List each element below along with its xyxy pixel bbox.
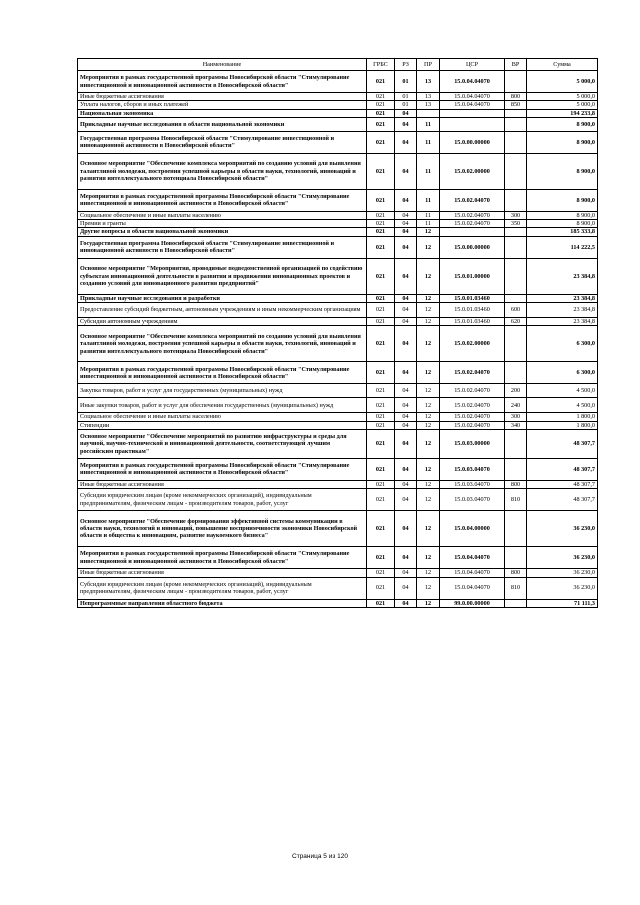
row-csr: 15.0.04.04070 xyxy=(440,547,505,569)
table-row xyxy=(78,131,598,153)
row-csr: 15.0.04.04070 xyxy=(440,71,505,93)
row-rz: 01 xyxy=(395,71,417,93)
row-pr: 12 xyxy=(417,429,440,458)
row-rz: 04 xyxy=(395,547,417,569)
row-sum: 194 233,8 xyxy=(527,109,598,117)
row-grbs: 021 xyxy=(367,511,395,547)
row-name: Основное мероприятие "Мероприятия, проводимые подведомственной организацией по содействию субъектам инновационной деятельности в развитии и продвижении инновационных проектов и созданию условий для инновационного развития предприятий" xyxy=(78,258,367,294)
row-vr: 240 xyxy=(505,398,527,413)
row-name: Другие вопросы в области национальной экономики xyxy=(78,228,367,236)
row-name: Стипендии xyxy=(78,421,367,429)
table-row xyxy=(78,384,598,398)
row-grbs: 021 xyxy=(367,599,395,607)
row-name: Государственная программа Новосибирской области "Стимулирование инвестиционной и инновационной активности в Новосибирской области" xyxy=(78,131,367,153)
row-pr: 11 xyxy=(417,117,440,131)
row-rz: 04 xyxy=(395,189,417,211)
row-rz: 04 xyxy=(395,511,417,547)
row-csr: 15.0.02.04070 xyxy=(440,398,505,413)
row-pr: 12 xyxy=(417,362,440,384)
table-row xyxy=(78,599,598,607)
row-rz: 04 xyxy=(395,489,417,511)
row-sum: 36 230,0 xyxy=(527,569,598,577)
row-pr: 11 xyxy=(417,153,440,189)
row-name: Основное мероприятие "Обеспечение комплекса мероприятий по созданию условий для выявления талантливой молодежи, построения успешной карьеры в области науки, технологий, инноваций и развития интеллектуального потенциала Новосибирской области" xyxy=(78,153,367,189)
row-csr: 15.0.04.04070 xyxy=(440,101,505,109)
table-row xyxy=(78,258,598,294)
row-pr: 13 xyxy=(417,101,440,109)
header-vr: ВР xyxy=(505,59,527,71)
row-name: Основное мероприятие "Обеспечение комплекса мероприятий по созданию условий для выявления талантливой молодежи, построения успешной карьеры в области науки, технологий, инноваций и развития интеллектуального потенциала Новосибирской области" xyxy=(78,326,367,362)
row-name: Мероприятия в рамках государственной программы Новосибирской области "Стимулирование инвестиционной и инновационной активности в Новосибирской области" xyxy=(78,189,367,211)
row-sum: 185 333,8 xyxy=(527,228,598,236)
table-row xyxy=(78,326,598,362)
row-grbs: 021 xyxy=(367,71,395,93)
row-pr: 11 xyxy=(417,211,440,219)
table-row xyxy=(78,236,598,258)
row-name: Иные бюджетные ассигнования xyxy=(78,480,367,488)
row-name: Уплата налогов, сборов и иных платежей xyxy=(78,101,367,109)
row-name: Социальное обеспечение и иные выплаты населению xyxy=(78,413,367,421)
row-sum: 4 500,0 xyxy=(527,384,598,398)
row-pr: 12 xyxy=(417,303,440,318)
row-pr: 12 xyxy=(417,421,440,429)
row-csr: 15.0.01.03460 xyxy=(440,303,505,318)
row-rz: 04 xyxy=(395,384,417,398)
row-csr: 15.0.04.04070 xyxy=(440,93,505,101)
row-rz: 04 xyxy=(395,131,417,153)
row-vr xyxy=(505,326,527,362)
table-row xyxy=(78,489,598,511)
row-pr: 12 xyxy=(417,258,440,294)
row-name: Субсидии юридическим лицам (кроме некоммерческих организаций), индивидуальным предпринимателям, физическим лицам - производителям товаров, работ, услуг xyxy=(78,489,367,511)
row-csr xyxy=(440,117,505,131)
row-csr: 15.0.03.04070 xyxy=(440,489,505,511)
page-number: Страница 5 из 120 xyxy=(292,853,348,860)
row-csr: 15.0.02.04070 xyxy=(440,362,505,384)
header-rz: РЗ xyxy=(395,59,417,71)
row-name: Прикладные научные исследования и разработки xyxy=(78,294,367,302)
row-grbs: 021 xyxy=(367,236,395,258)
row-csr: 15.0.02.04070 xyxy=(440,384,505,398)
row-rz: 04 xyxy=(395,258,417,294)
row-name: Субсидии автономным учреждениям xyxy=(78,318,367,326)
table-row xyxy=(78,318,598,326)
row-rz: 04 xyxy=(395,153,417,189)
row-grbs: 021 xyxy=(367,303,395,318)
row-sum: 36 230,0 xyxy=(527,577,598,599)
row-csr: 15.0.02.04070 xyxy=(440,220,505,228)
row-vr xyxy=(505,458,527,480)
row-grbs: 021 xyxy=(367,109,395,117)
row-grbs: 021 xyxy=(367,189,395,211)
row-grbs: 021 xyxy=(367,318,395,326)
row-pr: 12 xyxy=(417,294,440,302)
row-vr: 810 xyxy=(505,489,527,511)
table-row xyxy=(78,117,598,131)
row-pr: 12 xyxy=(417,413,440,421)
row-name: Основное мероприятие "Обеспечение мероприятий по развитию инфраструктуры и среды для научной, научно-технической и инновационной деятельности, соответствующей лучшим российским практикам" xyxy=(78,429,367,458)
row-name: Премии и гранты xyxy=(78,220,367,228)
row-name: Прикладные научные исследования в области национальной экономики xyxy=(78,117,367,131)
row-name: Основное мероприятие "Обеспечение формирования эффективной системы коммуникации в области науки, технологий и инноваций, повышение восприимчивости экономики Новосибирской области и общества к инновациям, развитие наукоемкого бизнеса" xyxy=(78,511,367,547)
row-sum: 36 230,0 xyxy=(527,511,598,547)
row-grbs: 021 xyxy=(367,577,395,599)
row-pr: 11 xyxy=(417,220,440,228)
row-sum: 8 900,0 xyxy=(527,211,598,219)
row-pr xyxy=(417,109,440,117)
row-vr: 340 xyxy=(505,421,527,429)
row-grbs: 021 xyxy=(367,101,395,109)
row-grbs: 021 xyxy=(367,117,395,131)
row-rz: 01 xyxy=(395,101,417,109)
row-csr: 15.0.04.04070 xyxy=(440,569,505,577)
row-csr: 15.0.02.04070 xyxy=(440,211,505,219)
row-rz: 04 xyxy=(395,421,417,429)
header-grbs: ГРБС xyxy=(367,59,395,71)
row-csr: 15.0.02.00000 xyxy=(440,326,505,362)
budget-table xyxy=(77,58,598,608)
row-grbs: 021 xyxy=(367,228,395,236)
row-sum: 48 307,7 xyxy=(527,480,598,488)
row-vr xyxy=(505,511,527,547)
row-rz: 04 xyxy=(395,117,417,131)
row-grbs: 021 xyxy=(367,153,395,189)
row-vr xyxy=(505,153,527,189)
row-sum: 48 307,7 xyxy=(527,489,598,511)
row-grbs: 021 xyxy=(367,398,395,413)
row-pr: 12 xyxy=(417,547,440,569)
table-row xyxy=(78,294,598,302)
table-row xyxy=(78,480,598,488)
table-row xyxy=(78,413,598,421)
row-rz: 04 xyxy=(395,303,417,318)
row-name: Иные бюджетные ассигнования xyxy=(78,569,367,577)
row-name: Предоставление субсидий бюджетным, автономным учреждениям и иным некоммерческим организациям xyxy=(78,303,367,318)
row-vr xyxy=(505,236,527,258)
row-vr: 350 xyxy=(505,220,527,228)
row-sum: 23 384,8 xyxy=(527,258,598,294)
row-rz: 04 xyxy=(395,318,417,326)
row-csr: 15.0.01.03460 xyxy=(440,318,505,326)
row-sum: 6 300,0 xyxy=(527,362,598,384)
row-csr: 15.0.02.04070 xyxy=(440,413,505,421)
row-vr xyxy=(505,429,527,458)
row-vr: 200 xyxy=(505,384,527,398)
row-sum: 5 000,0 xyxy=(527,101,598,109)
row-name: Мероприятия в рамках государственной программы Новосибирской области "Стимулирование инвестиционной и инновационной активности в Новосибирской области" xyxy=(78,547,367,569)
row-pr: 12 xyxy=(417,511,440,547)
row-csr: 15.0.04.00000 xyxy=(440,511,505,547)
row-rz: 04 xyxy=(395,236,417,258)
row-csr: 15.0.03.04070 xyxy=(440,458,505,480)
row-pr: 12 xyxy=(417,236,440,258)
row-vr: 800 xyxy=(505,93,527,101)
table-row xyxy=(78,211,598,219)
row-rz: 04 xyxy=(395,362,417,384)
row-rz: 04 xyxy=(395,109,417,117)
row-pr: 11 xyxy=(417,131,440,153)
row-grbs: 021 xyxy=(367,384,395,398)
row-sum: 8 900,0 xyxy=(527,220,598,228)
row-rz: 04 xyxy=(395,569,417,577)
row-csr: 15.0.00.00000 xyxy=(440,131,505,153)
row-vr xyxy=(505,189,527,211)
row-grbs: 021 xyxy=(367,220,395,228)
table-row xyxy=(78,153,598,189)
row-name: Государственная программа Новосибирской области "Стимулирование инвестиционной и инновационной активности в Новосибирской области" xyxy=(78,236,367,258)
row-pr: 12 xyxy=(417,458,440,480)
row-sum: 36 230,0 xyxy=(527,547,598,569)
row-pr: 13 xyxy=(417,93,440,101)
row-csr: 15.0.00.00000 xyxy=(440,236,505,258)
row-rz: 04 xyxy=(395,413,417,421)
table-row xyxy=(78,569,598,577)
row-sum: 71 111,3 xyxy=(527,599,598,607)
row-rz: 04 xyxy=(395,429,417,458)
row-csr: 15.0.03.04070 xyxy=(440,480,505,488)
row-rz: 04 xyxy=(395,211,417,219)
row-grbs: 021 xyxy=(367,294,395,302)
row-vr: 600 xyxy=(505,303,527,318)
row-sum: 5 000,0 xyxy=(527,93,598,101)
row-name: Непрограммные направления областного бюджета xyxy=(78,599,367,607)
row-sum: 6 300,0 xyxy=(527,326,598,362)
row-rz: 04 xyxy=(395,599,417,607)
row-csr xyxy=(440,109,505,117)
row-vr xyxy=(505,362,527,384)
row-sum: 8 900,0 xyxy=(527,131,598,153)
table-row xyxy=(78,547,598,569)
budget-page xyxy=(77,58,597,608)
row-name: Закупка товаров, работ и услуг для государственных (муниципальных) нужд xyxy=(78,384,367,398)
row-name: Национальная экономика xyxy=(78,109,367,117)
row-grbs: 021 xyxy=(367,547,395,569)
row-csr: 15.0.04.04070 xyxy=(440,577,505,599)
row-vr xyxy=(505,109,527,117)
row-name: Иные закупки товаров, работ и услуг для обеспечения государственных (муниципальных) нужд xyxy=(78,398,367,413)
table-row xyxy=(78,220,598,228)
row-sum: 23 384,8 xyxy=(527,294,598,302)
row-vr: 620 xyxy=(505,318,527,326)
header-csr: ЦСР xyxy=(440,59,505,71)
row-vr xyxy=(505,117,527,131)
row-sum: 4 500,0 xyxy=(527,398,598,413)
row-pr: 12 xyxy=(417,398,440,413)
row-grbs: 021 xyxy=(367,326,395,362)
row-vr: 810 xyxy=(505,577,527,599)
table-row xyxy=(78,458,598,480)
row-sum: 48 307,7 xyxy=(527,458,598,480)
row-sum: 114 222,5 xyxy=(527,236,598,258)
row-pr: 12 xyxy=(417,599,440,607)
row-pr: 12 xyxy=(417,577,440,599)
row-vr xyxy=(505,131,527,153)
row-pr: 12 xyxy=(417,318,440,326)
row-sum: 1 800,0 xyxy=(527,421,598,429)
row-pr: 13 xyxy=(417,71,440,93)
row-rz: 04 xyxy=(395,577,417,599)
row-rz: 04 xyxy=(395,398,417,413)
row-rz: 04 xyxy=(395,326,417,362)
row-sum: 8 900,0 xyxy=(527,153,598,189)
row-sum: 23 384,8 xyxy=(527,318,598,326)
table-row xyxy=(78,429,598,458)
row-rz: 04 xyxy=(395,480,417,488)
row-sum: 23 384,8 xyxy=(527,303,598,318)
row-name: Социальное обеспечение и иные выплаты населению xyxy=(78,211,367,219)
header-pr: ПР xyxy=(417,59,440,71)
row-vr xyxy=(505,71,527,93)
row-csr: 15.0.02.04070 xyxy=(440,421,505,429)
row-name: Иные бюджетные ассигнования xyxy=(78,93,367,101)
row-csr: 15.0.02.04070 xyxy=(440,189,505,211)
row-sum: 48 307,7 xyxy=(527,429,598,458)
row-sum: 8 900,0 xyxy=(527,117,598,131)
row-sum: 1 800,0 xyxy=(527,413,598,421)
row-csr xyxy=(440,228,505,236)
row-rz: 04 xyxy=(395,458,417,480)
table-row xyxy=(78,109,598,117)
table-row xyxy=(78,228,598,236)
table-row xyxy=(78,421,598,429)
row-grbs: 021 xyxy=(367,458,395,480)
row-name: Субсидии юридическим лицам (кроме некоммерческих организаций), индивидуальным предпринимателям, физическим лицам - производителям товаров, работ, услуг xyxy=(78,577,367,599)
table-row xyxy=(78,71,598,93)
row-grbs: 021 xyxy=(367,569,395,577)
row-grbs: 021 xyxy=(367,362,395,384)
table-header-row xyxy=(78,59,598,71)
row-pr: 12 xyxy=(417,480,440,488)
row-csr: 15.0.02.00000 xyxy=(440,153,505,189)
header-name: Наименование xyxy=(78,59,367,71)
header-sum: Сумма xyxy=(527,59,598,71)
row-csr: 99.0.00.00000 xyxy=(440,599,505,607)
row-grbs: 021 xyxy=(367,489,395,511)
table-row xyxy=(78,101,598,109)
row-rz: 04 xyxy=(395,220,417,228)
row-pr: 12 xyxy=(417,569,440,577)
table-row xyxy=(78,577,598,599)
row-grbs: 021 xyxy=(367,211,395,219)
table-row xyxy=(78,93,598,101)
row-csr: 15.0.01.00000 xyxy=(440,258,505,294)
row-vr: 850 xyxy=(505,101,527,109)
row-grbs: 021 xyxy=(367,93,395,101)
row-vr xyxy=(505,294,527,302)
row-pr: 12 xyxy=(417,228,440,236)
row-rz: 04 xyxy=(395,294,417,302)
row-vr: 300 xyxy=(505,413,527,421)
row-sum: 5 000,0 xyxy=(527,71,598,93)
row-vr xyxy=(505,599,527,607)
row-vr xyxy=(505,258,527,294)
row-grbs: 021 xyxy=(367,413,395,421)
row-csr: 15.0.03.00000 xyxy=(440,429,505,458)
row-grbs: 021 xyxy=(367,429,395,458)
row-vr: 800 xyxy=(505,480,527,488)
row-name: Мероприятия в рамках государственной программы Новосибирской области "Стимулирование инвестиционной и инновационной активности в Новосибирской области" xyxy=(78,71,367,93)
row-grbs: 021 xyxy=(367,480,395,488)
row-vr: 800 xyxy=(505,569,527,577)
table-row xyxy=(78,303,598,318)
row-grbs: 021 xyxy=(367,131,395,153)
row-pr: 12 xyxy=(417,489,440,511)
row-sum: 8 900,0 xyxy=(527,189,598,211)
row-rz: 01 xyxy=(395,93,417,101)
row-name: Мероприятия в рамках государственной программы Новосибирской области "Стимулирование инвестиционной и инновационной активности в Новосибирской области" xyxy=(78,458,367,480)
table-row xyxy=(78,189,598,211)
row-pr: 12 xyxy=(417,326,440,362)
row-pr: 12 xyxy=(417,384,440,398)
row-pr: 11 xyxy=(417,189,440,211)
table-row xyxy=(78,362,598,384)
row-grbs: 021 xyxy=(367,258,395,294)
table-row xyxy=(78,398,598,413)
row-grbs: 021 xyxy=(367,421,395,429)
row-vr: 300 xyxy=(505,211,527,219)
row-name: Мероприятия в рамках государственной программы Новосибирской области "Стимулирование инвестиционной и инновационной активности в Новосибирской области" xyxy=(78,362,367,384)
table-row xyxy=(78,511,598,547)
row-vr xyxy=(505,228,527,236)
row-vr xyxy=(505,547,527,569)
row-csr: 15.0.01.03460 xyxy=(440,294,505,302)
row-rz: 04 xyxy=(395,228,417,236)
